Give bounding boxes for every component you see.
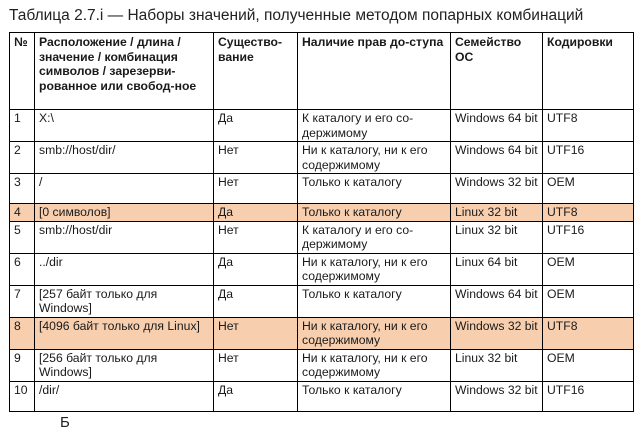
cell-encoding: OEM xyxy=(543,349,634,381)
table-row xyxy=(10,381,634,411)
table-header-row xyxy=(10,33,634,110)
header-encodings: Кодировки xyxy=(543,33,634,110)
cell-access-rights: Только к каталогу xyxy=(298,285,451,317)
cell-location: [257 байт только для Windows] xyxy=(35,285,214,317)
header-location: Расположение / длина / значение / комбинация символов / зарезерви-рованное или свобод-ное xyxy=(35,33,214,110)
cell-access-rights: Только к каталогу xyxy=(298,381,451,411)
cell-location: smb://host/dir/ xyxy=(35,142,214,174)
cell-encoding: OEM xyxy=(543,253,634,285)
cell-location: [0 символов] xyxy=(35,204,214,222)
cell-number: 10 xyxy=(10,381,35,411)
cell-number: 2 xyxy=(10,142,35,174)
cell-encoding: UTF8 xyxy=(543,204,634,222)
cell-access-rights: Ни к каталогу, ни к его содержимому xyxy=(298,317,451,349)
cell-encoding: UTF8 xyxy=(543,317,634,349)
cell-os-family: Linux 32 bit xyxy=(451,204,543,222)
table-row xyxy=(10,174,634,204)
cell-os-family: Linux 64 bit xyxy=(451,253,543,285)
cell-location: X:\ xyxy=(35,110,214,142)
table-row xyxy=(10,285,634,317)
cell-access-rights: Только к каталогу xyxy=(298,204,451,222)
table-row xyxy=(10,142,634,174)
following-paragraph-text: Б xyxy=(60,414,70,431)
table-row xyxy=(10,110,634,142)
cell-access-rights: Ни к каталогу, ни к его содержимому xyxy=(298,142,451,174)
cell-location: / xyxy=(35,174,214,204)
cell-access-rights: Только к каталогу xyxy=(298,174,451,204)
cell-location: /dir/ xyxy=(35,381,214,411)
table-caption: Таблица 2.7.i — Наборы значений, полученные методом попарных комбинаций xyxy=(9,7,584,24)
cell-location: [4096 байт только для Linux] xyxy=(35,317,214,349)
cell-encoding: OEM xyxy=(543,174,634,204)
cell-access-rights: Ни к каталогу, ни к его содержимому xyxy=(298,349,451,381)
cell-encoding: UTF16 xyxy=(543,142,634,174)
table-row xyxy=(10,221,634,253)
cell-access-rights: К каталогу и его со-держимому xyxy=(298,221,451,253)
cell-number: 7 xyxy=(10,285,35,317)
cell-encoding: OEM xyxy=(543,285,634,317)
pairwise-values-table xyxy=(9,32,634,412)
cell-location: [256 байт только для Windows] xyxy=(35,349,214,381)
cell-number: 5 xyxy=(10,221,35,253)
cell-encoding: UTF8 xyxy=(543,110,634,142)
cell-access-rights: Ни к каталогу, ни к его содержимому xyxy=(298,253,451,285)
table-row xyxy=(10,317,634,349)
cell-existence: Нет xyxy=(214,221,298,253)
cell-existence: Нет xyxy=(214,349,298,381)
header-existence: Существо-вание xyxy=(214,33,298,110)
cell-existence: Нет xyxy=(214,174,298,204)
cell-existence: Да xyxy=(214,204,298,222)
cell-existence: Нет xyxy=(214,317,298,349)
cell-os-family: Windows 32 bit xyxy=(451,317,543,349)
cell-number: 8 xyxy=(10,317,35,349)
cell-os-family: Windows 32 bit xyxy=(451,381,543,411)
cell-number: 1 xyxy=(10,110,35,142)
cell-os-family: Windows 32 bit xyxy=(451,174,543,204)
header-access-rights: Наличие прав до-ступа xyxy=(298,33,451,110)
cell-existence: Да xyxy=(214,381,298,411)
cell-location: ../dir xyxy=(35,253,214,285)
cell-os-family: Linux 32 bit xyxy=(451,221,543,253)
cell-os-family: Linux 32 bit xyxy=(451,349,543,381)
table-row xyxy=(10,349,634,381)
cell-existence: Да xyxy=(214,110,298,142)
header-os-family: Семейство ОС xyxy=(451,33,543,110)
table-row xyxy=(10,253,634,285)
cell-existence: Да xyxy=(214,253,298,285)
cell-existence: Нет xyxy=(214,142,298,174)
cell-encoding: UTF16 xyxy=(543,221,634,253)
cell-existence: Да xyxy=(214,285,298,317)
cell-location: smb://host/dir xyxy=(35,221,214,253)
cell-number: 6 xyxy=(10,253,35,285)
cell-os-family: Windows 64 bit xyxy=(451,285,543,317)
cell-encoding: UTF16 xyxy=(543,381,634,411)
table-row xyxy=(10,204,634,222)
cell-access-rights: К каталогу и его со-держимому xyxy=(298,110,451,142)
cell-number: 4 xyxy=(10,204,35,222)
cell-number: 3 xyxy=(10,174,35,204)
header-number: № xyxy=(10,33,35,110)
cell-os-family: Windows 64 bit xyxy=(451,142,543,174)
cell-os-family: Windows 64 bit xyxy=(451,110,543,142)
cell-number: 9 xyxy=(10,349,35,381)
table-body xyxy=(10,110,634,412)
